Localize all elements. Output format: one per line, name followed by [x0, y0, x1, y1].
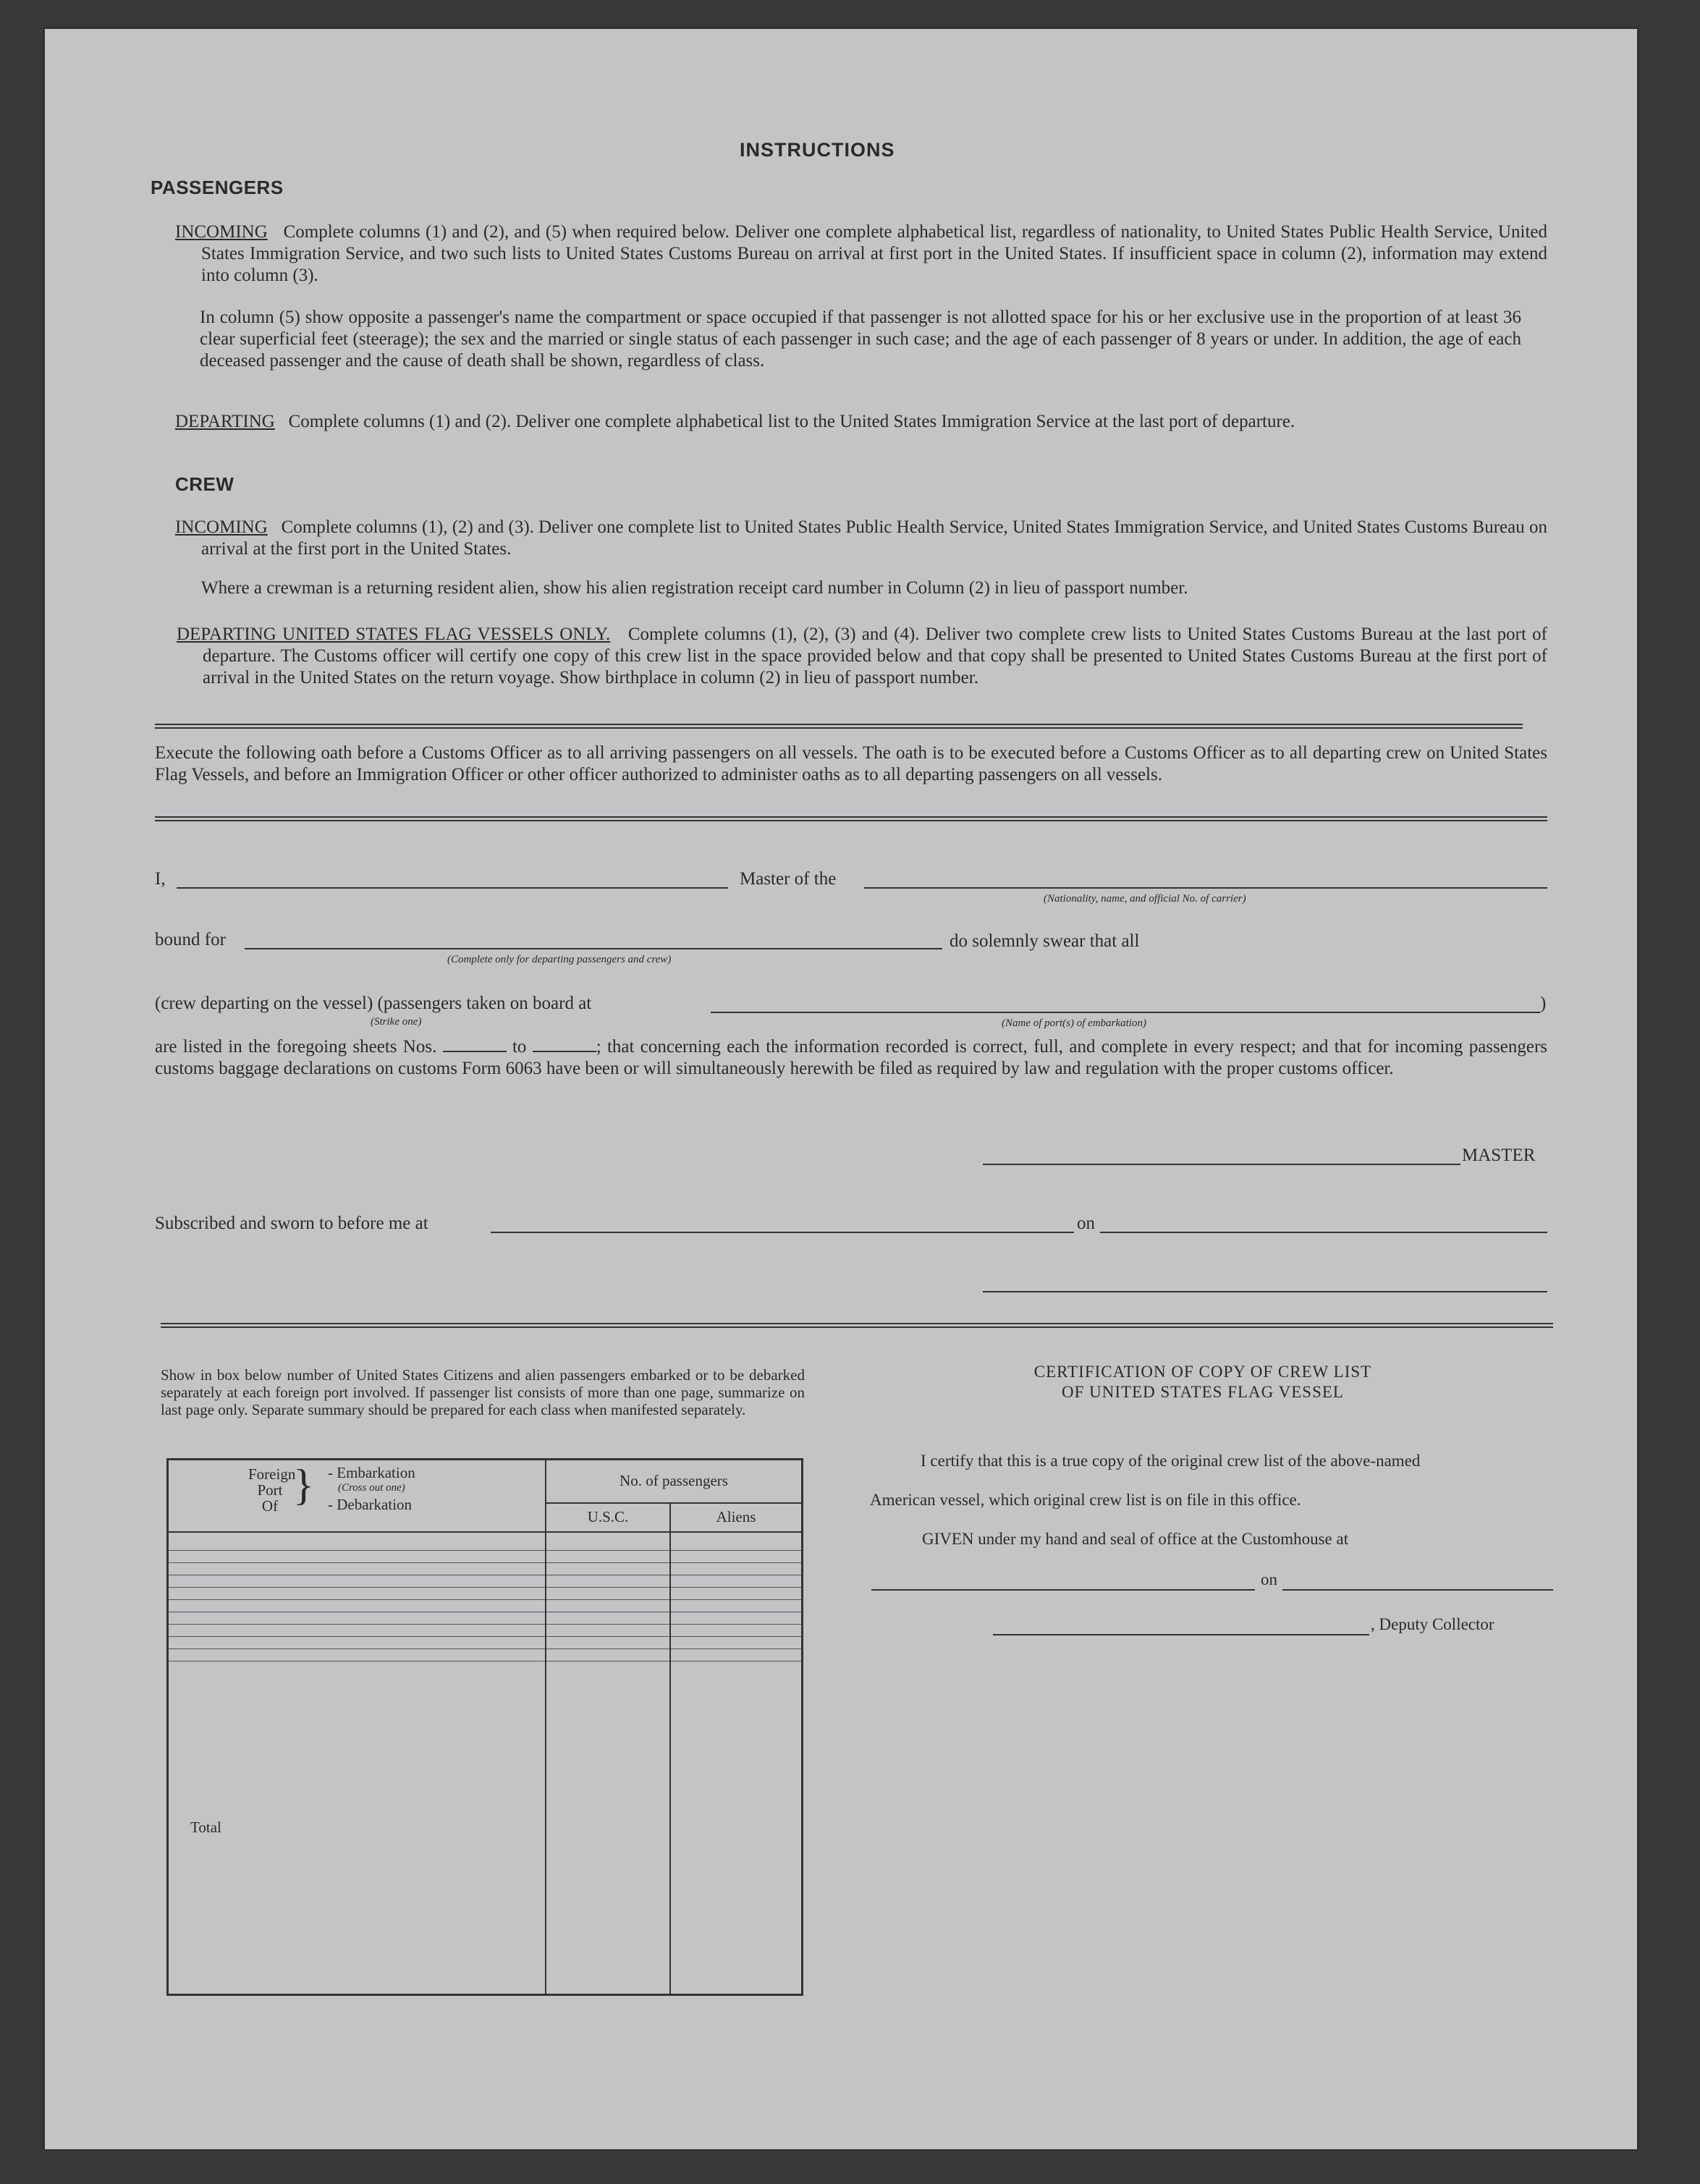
certification-line2: American vessel, which original crew list is on file in this office. — [870, 1491, 1301, 1509]
master-label: MASTER — [1462, 1146, 1536, 1165]
table-row[interactable] — [168, 1637, 803, 1649]
passenger-summary-table — [166, 1458, 803, 1996]
certification-heading — [986, 1362, 1420, 1402]
strike-caption: (Strike one) — [371, 1016, 422, 1028]
brace-icon: } — [293, 1461, 314, 1509]
certification-line3: GIVEN under my hand and seal of office at the Customhouse at — [922, 1530, 1349, 1548]
subscribed-place-field[interactable] — [491, 1232, 1074, 1233]
divider-2 — [155, 816, 1547, 821]
table-row[interactable] — [168, 1550, 803, 1562]
master-signature-field[interactable] — [983, 1164, 1460, 1165]
carrier-caption: (Nationality, name, and official No. of carrier) — [1044, 893, 1246, 905]
total-label: Total — [168, 1662, 546, 1995]
no-passengers-header: No. of passengers — [546, 1460, 803, 1503]
bound-for-field[interactable] — [245, 948, 942, 949]
certification-date-field[interactable] — [1282, 1589, 1553, 1591]
crew-departing-label: DEPARTING UNITED STATES FLAG VESSELS ONLY. — [177, 625, 611, 644]
foreign-port-header — [168, 1460, 546, 1532]
table-row[interactable] — [168, 1624, 803, 1636]
crew-departing-label: (crew departing on the vessel) (passengers taken on board at — [155, 994, 592, 1013]
customhouse-field[interactable] — [871, 1589, 1255, 1591]
certification-line1: I certify that this is a true copy of the original crew list of the above-named — [921, 1452, 1421, 1470]
aliens-header: Aliens — [670, 1503, 803, 1532]
table-row[interactable] — [168, 1649, 803, 1662]
passengers-incoming — [175, 221, 1547, 287]
listed-text: ; that concerning each the information recorded is correct, full, and complete in every respect; and that for incoming passengers customs baggage declarations on customs Form 6063 have been or will simultaneously herewith be filed as required by law and regulation with the proper customs officer. — [155, 1037, 1547, 1078]
subscribed-label: Subscribed and sworn to before me at — [155, 1214, 428, 1233]
deputy-collector-label: , Deputy Collector — [1371, 1615, 1494, 1633]
form-sheet — [45, 29, 1637, 2149]
table-row[interactable] — [168, 1575, 803, 1587]
passengers-incoming-text: Complete columns (1) and (2), and (5) when required below. Deliver one complete alphabetical list, regardless of nationality, to United States Public Health Service, United States Immigration Service, and two such lists to United States Customs Bureau on arrival at first port in the United States. If insufficient space in column (2), information may extend into column (3). — [201, 222, 1548, 285]
table-row[interactable] — [168, 1532, 803, 1551]
crew-incoming-text: Complete columns (1), (2) and (3). Deliver one complete list to United States Public Health Service, United States Immigration Service, and United States Customs Bureau on arrival at the first port in the United States. — [201, 517, 1547, 559]
crew-resident-text: Where a crewman is a returning resident alien, show his alien registration receipt card number in Column (2) in lieu of passport number. — [201, 578, 1188, 598]
crew-departing-text: Complete columns (1), (2), (3) and (4). Deliver two complete crew lists to United States Customs Bureau at the last port of departure. The Customs officer will certify one copy of this crew list in the space provided below and that copy shall be presented to United States Customs Bureau at the first port of arrival in the United States on the return voyage. Show birthplace in column (2) in lieu of passport number. — [203, 625, 1547, 687]
subscribed-date-field[interactable] — [1100, 1232, 1547, 1233]
passengers-incoming-label: INCOMING — [175, 222, 268, 242]
embarkation-label: - Embarkation — [328, 1464, 415, 1481]
officer-signature-field[interactable] — [983, 1291, 1547, 1292]
listed-label: are listed in the foregoing sheets Nos. — [155, 1037, 437, 1057]
passengers-heading: PASSENGERS — [151, 177, 284, 198]
certification-on-label: on — [1261, 1570, 1277, 1588]
table-row[interactable] — [168, 1599, 803, 1612]
passengers-column5-text: In column (5) show opposite a passenger's name the compartment or space occupied if that passenger is not allotted space for his or her exclusive use in the proportion of at least 36 clear superficial feet (steerage); the sex and the married or single status of each passenger in such case; and the age of each passenger of 8 years or under. In addition, the age of each deceased passenger and the cause of death shall be shown, regardless of class. — [200, 308, 1521, 371]
table-row[interactable] — [168, 1612, 803, 1624]
swear-label: do solemnly swear that all — [950, 931, 1140, 951]
debarkation-label: - Debarkation — [328, 1496, 413, 1513]
crew-incoming-label: INCOMING — [175, 517, 268, 537]
divider-3 — [161, 1323, 1553, 1328]
to-label: to — [512, 1037, 527, 1057]
passengers-departing — [175, 411, 1547, 433]
bound-caption: (Complete only for departing passengers and crew) — [447, 954, 672, 965]
page-title: INSTRUCTIONS — [740, 139, 895, 161]
crew-incoming — [175, 517, 1547, 560]
foreign-port-label: Foreign Port Of — [248, 1465, 296, 1515]
table-row[interactable] — [168, 1662, 803, 1995]
sheet-from-field[interactable] — [443, 1051, 507, 1052]
certification-heading-line1: CERTIFICATION OF COPY OF CREW LIST — [1033, 1363, 1372, 1381]
bound-for-label: bound for — [155, 930, 226, 949]
passengers-departing-text: Complete columns (1) and (2). Deliver one complete alphabetical list to the United States Immigration Service at the last port of departure. — [288, 412, 1295, 431]
carrier-field[interactable] — [864, 887, 1547, 889]
oath-i-label: I, — [155, 869, 166, 889]
master-name-field[interactable] — [177, 887, 728, 889]
passengers-departing-label: DEPARTING — [175, 412, 275, 431]
usc-header: U.S.C. — [546, 1503, 670, 1532]
port-caption: (Name of port(s) of embarkation) — [1002, 1017, 1146, 1029]
subscribed-on-label: on — [1077, 1214, 1095, 1233]
summary-instruction: Show in box below number of United States Citizens and alien passengers embarked or to be debarked separately at each foreign port involved. If passenger list consists of more than one page, summarize on last page only. Separate summary should be prepared for each class when manifested separately. — [161, 1366, 805, 1418]
crew-departing — [177, 624, 1547, 689]
deputy-signature-field[interactable] — [993, 1634, 1369, 1635]
table-row[interactable] — [168, 1562, 803, 1575]
crew-heading: CREW — [175, 473, 234, 495]
cross-out-label: (Cross out one) — [338, 1482, 405, 1494]
oath-instruction: Execute the following oath before a Customs Officer as to all arriving passengers on all vessels. The oath is to be executed before a Customs Officer as to all departing crew on United States Flag Vessels, and before an Immigration Officer or other officer authorized to administer oaths as to all departing passengers on all vessels. — [155, 743, 1547, 784]
listed-paragraph — [155, 1036, 1547, 1080]
divider-1 — [155, 724, 1523, 729]
certification-heading-line2: OF UNITED STATES FLAG VESSEL — [1062, 1383, 1344, 1401]
sheet-to-field[interactable] — [533, 1051, 596, 1052]
master-of-label: Master of the — [740, 869, 837, 889]
table-row[interactable] — [168, 1587, 803, 1599]
port-embarkation-field[interactable] — [711, 1012, 1540, 1013]
close-paren: ) — [1540, 994, 1547, 1013]
